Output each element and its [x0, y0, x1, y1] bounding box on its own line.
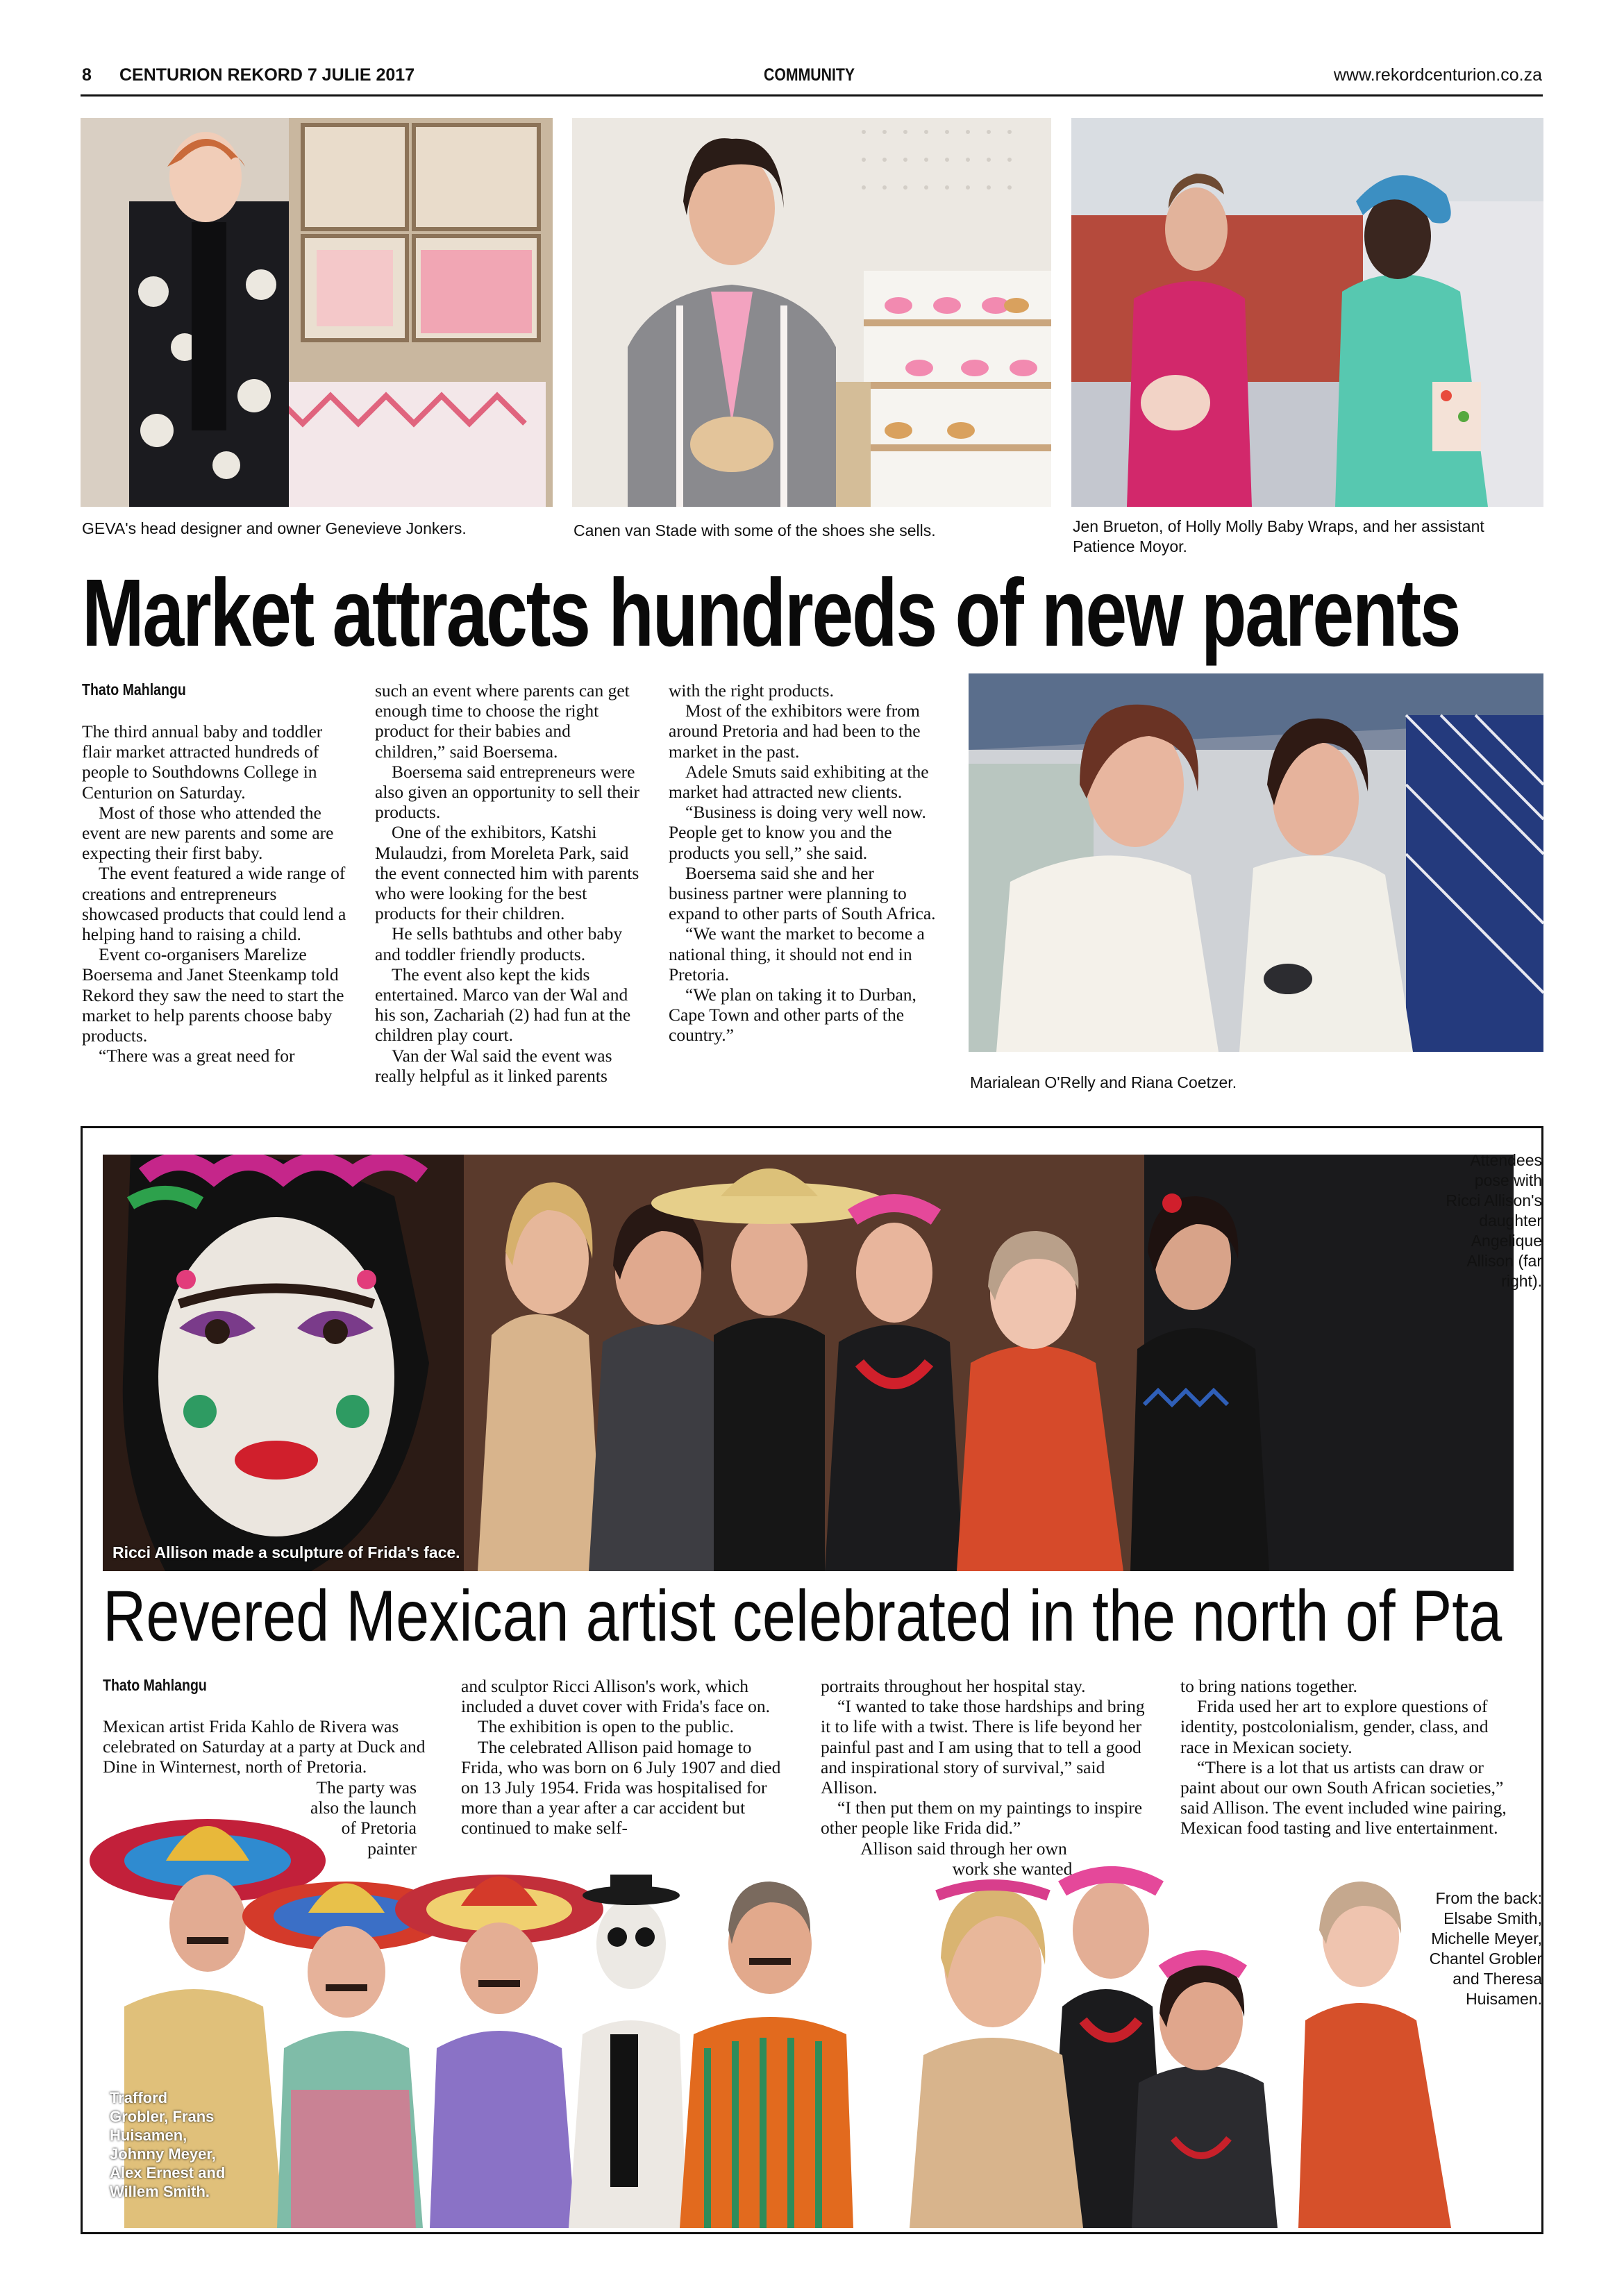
caption-line: Allison (far [1466, 1252, 1542, 1270]
paragraph: “We plan on taking it to Durban, Cape Town and other parts of the country.” [669, 984, 916, 1046]
article2-column-1-intro [103, 1716, 429, 1777]
text-line: The party was [316, 1777, 417, 1798]
caption-genevieve: GEVA's head designer and owner Genevieve Jonkers. [82, 519, 467, 537]
article1-column-3 [669, 680, 937, 1046]
paragraph: to bring nations together. [1180, 1676, 1357, 1696]
article1-byline: Thato Mahlangu [82, 680, 186, 698]
caption-line: Alex Ernest and [110, 2164, 226, 2181]
caption-line: Angelique [1471, 1232, 1542, 1250]
caption-line: Johnny Meyer, [110, 2145, 216, 2163]
paragraph: “Business is doing very well now. People get to know you and the products you sell,” she said. [669, 802, 926, 863]
header-rule [81, 94, 1543, 97]
text-line: Allison said through her own [860, 1838, 1067, 1859]
photo-frida-attendees [103, 1155, 1514, 1571]
text-line: painter [367, 1838, 417, 1859]
paragraph: Mexican artist Frida Kahlo de Rivera was celebrated on Saturday at a party at Duck and Dine in Winternest, north of Pretoria. [103, 1716, 426, 1777]
caption-attendees [1403, 1150, 1542, 1291]
article1-headline: Market attracts hundreds of new parents [82, 560, 1460, 667]
caption-line: pose with [1474, 1171, 1542, 1189]
caption-line: From the back: [1435, 1889, 1542, 1907]
paragraph: “We want the market to become a national thing, it should not end in Pretoria. [669, 923, 925, 984]
paragraph: The event featured a wide range of creations and entrepreneurs showcased products that could lend a helping hand to raising a child. [82, 863, 346, 945]
paragraph: Frida used her art to explore questions of identity, postcolonialism, gender, class, and race in Mexican society. [1180, 1696, 1489, 1757]
paragraph: He sells bathtubs and other baby and toddler friendly products. [375, 923, 623, 964]
caption-line: Huisamen, [110, 2127, 187, 2144]
article1-column-2 [375, 680, 643, 1086]
caption-line: daughter [1479, 1212, 1542, 1230]
section-label: COMMUNITY [764, 65, 855, 85]
photo-marialean-riana [969, 673, 1543, 1052]
text-line: of Pretoria [341, 1818, 417, 1838]
paragraph: The third annual baby and toddler flair market attracted hundreds of people to Southdowns College in Centurion on Saturday. [82, 721, 323, 803]
paragraph: “I wanted to take those hardships and bring it to life with a twist. There is life beyond her painful past and I am using that to tell a good and inspirational story of survival,” said Allison. [821, 1696, 1145, 1798]
paragraph: Boersema said she and her business partner were planning to expand to other parts of South Africa. [669, 862, 936, 924]
paragraph: The event also kept the kids entertained. Marco van der Wal and his son, Zachariah (2) had fun at the children play court. [375, 964, 631, 1046]
photo-holly-molly-baby-wraps [1071, 118, 1543, 507]
photo-genevieve-jonkers [81, 118, 553, 507]
website-url: www.rekordcenturion.co.za [1333, 65, 1542, 85]
caption-line: Huisamen. [1466, 1990, 1542, 2008]
article2-byline: Thato Mahlangu [103, 1676, 207, 1694]
caption-line: Elsabe Smith, [1443, 1909, 1542, 1927]
paragraph: Boersema said entrepreneurs were also given an opportunity to sell their products. [375, 761, 640, 823]
paragraph: “I then put them on my paintings to inspire other people like Frida did.” [821, 1798, 1143, 1838]
caption-line: Attendees [1470, 1151, 1542, 1169]
caption-line: Willem Smith. [110, 2183, 210, 2200]
text-line: work she wanted [952, 1859, 1073, 1879]
article2-headline: Revered Mexican artist celebrated in the north of Pta [103, 1576, 1502, 1657]
article2-column-4 [1180, 1676, 1514, 1838]
caption-line: Trafford [110, 2089, 168, 2106]
paragraph: Van der Wal said the event was really helpful as it linked parents [375, 1045, 612, 1086]
paragraph: Event co-organisers Marelize Boersema and Janet Steenkamp told Rekord they saw the need to start the market to help parents choose baby products. [82, 944, 344, 1046]
caption-women [1389, 1888, 1542, 2009]
paragraph: and sculptor Ricci Allison's work, which included a duvet cover with Frida's face on. [461, 1676, 771, 1717]
paragraph: “There was a great need for [99, 1046, 295, 1066]
photo-canen-van-stade [572, 118, 1051, 507]
caption-line: right). [1501, 1272, 1542, 1290]
paragraph: portraits throughout her hospital stay. [821, 1676, 1086, 1696]
caption-line: Ricci Allison's [1446, 1191, 1542, 1209]
paragraph: such an event where parents can get enough time to choose the right product for their babies and children,” said Boersema. [375, 680, 630, 762]
caption-line: and Theresa [1453, 1970, 1542, 1988]
caption-jen-line2: Patience Moyor. [1073, 537, 1187, 555]
paragraph: “There is a lot that us artists can draw or paint about our own South African societies,” said Allison. The event included wine pairing, Mexican food tasting and live entertainment. [1180, 1757, 1507, 1838]
paragraph: The exhibition is open to the public. [478, 1716, 734, 1737]
paragraph: with the right products. [669, 680, 834, 701]
paragraph: One of the exhibitors, Katshi Mulaudzi, from Moreleta Park, said the event connected him with parents who were looking for the best products for their children. [375, 822, 639, 924]
paragraph: The celebrated Allison paid homage to Frida, who was born on 6 July 1907 and died on 13 July 1954. Frida was hospitalised for more than a year after a car accident but continued to make self- [461, 1736, 781, 1838]
caption-jen-line1: Jen Brueton, of Holly Molly Baby Wraps, and her assistant [1073, 517, 1484, 535]
caption-canen: Canen van Stade with some of the shoes she sells. [574, 521, 936, 539]
caption-marialean: Marialean O'Relly and Riana Coetzer. [970, 1073, 1237, 1091]
caption-line: Chantel Grobler [1429, 1950, 1542, 1968]
paragraph: Adele Smuts said exhibiting at the market had attracted new clients. [669, 761, 929, 803]
article1-column-1 [82, 721, 350, 1066]
caption-line: Michelle Meyer, [1431, 1929, 1542, 1947]
text-line: also the launch [310, 1798, 417, 1818]
paragraph: Most of those who attended the event are new parents and some are expecting their first baby. [82, 802, 334, 864]
publication-dateline: CENTURION REKORD 7 JULIE 2017 [119, 65, 415, 85]
caption-line: Grobler, Frans [110, 2108, 215, 2125]
page-number: 8 [82, 65, 92, 85]
paragraph: Most of the exhibitors were from around Pretoria and had been to the market in the past. [669, 701, 921, 762]
caption-men [110, 2088, 290, 2201]
caption-frida-sculpture: Ricci Allison made a sculpture of Frida's face. [112, 1543, 460, 1561]
